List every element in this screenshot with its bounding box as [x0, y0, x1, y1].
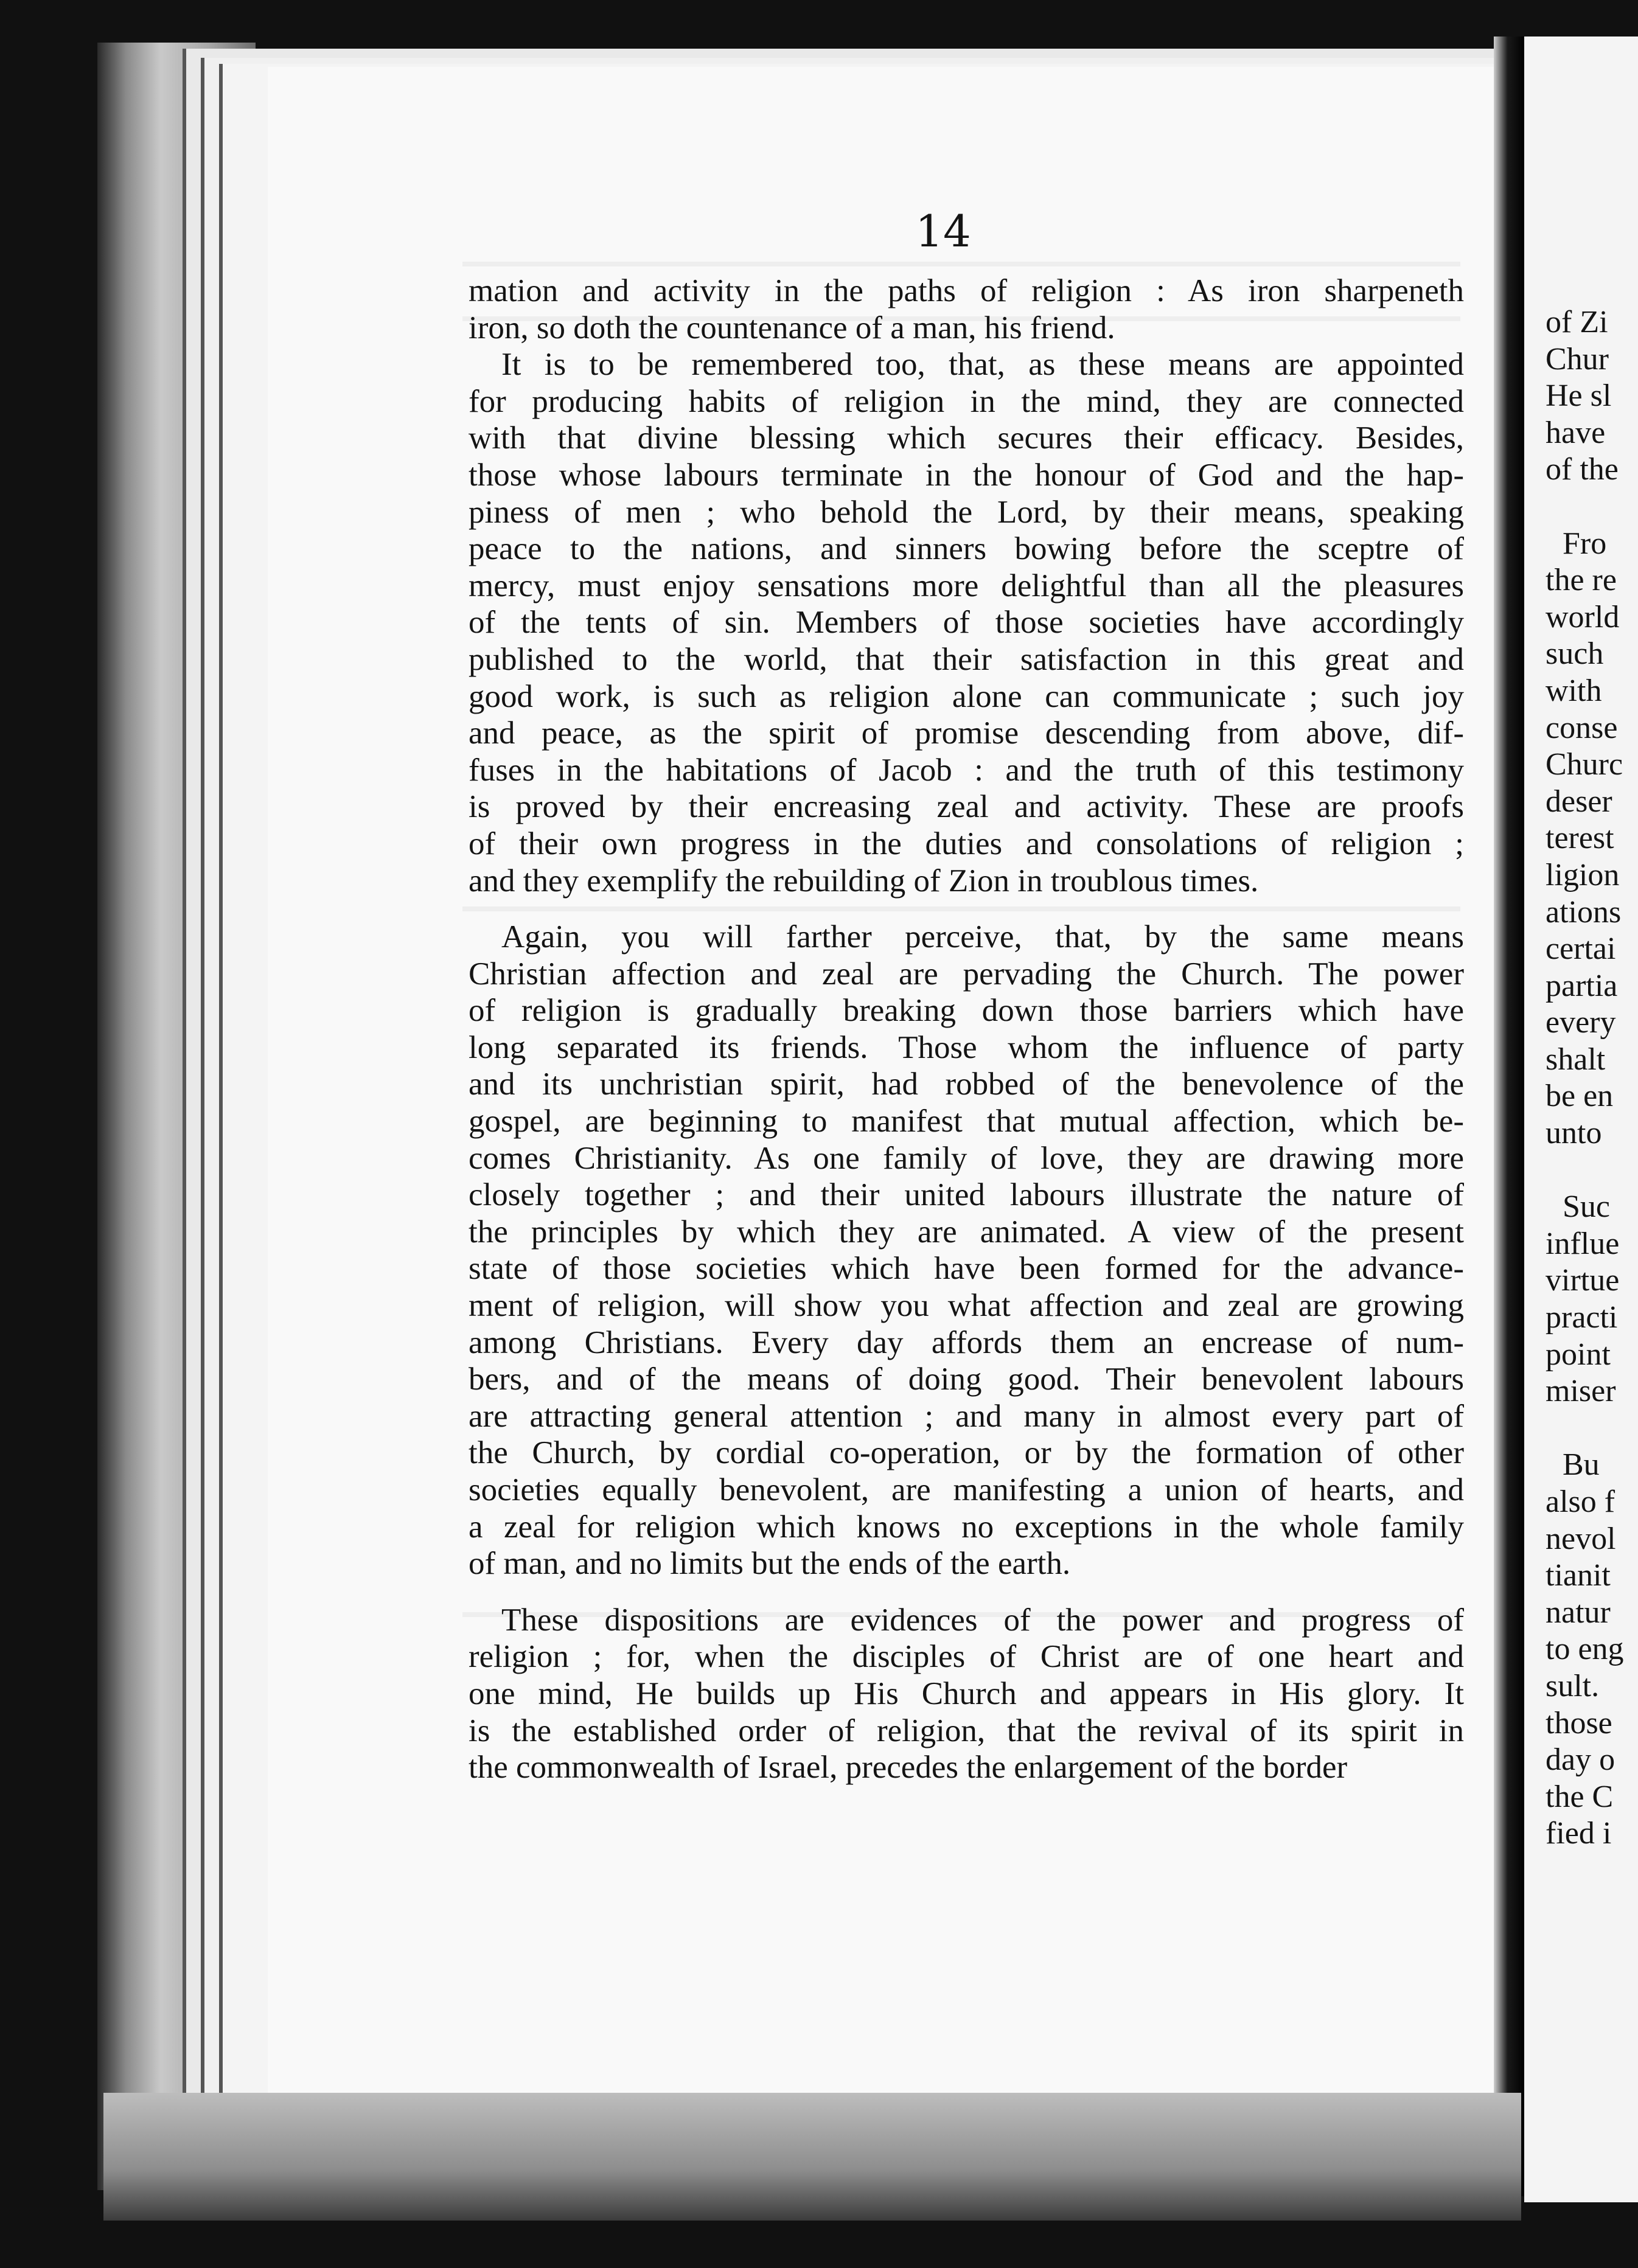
facing-text-fragment: every: [1546, 1005, 1616, 1040]
text-line: societies equally benevolent, are manifesting a union of hearts, and: [469, 1472, 1464, 1508]
text-line: those whose labours terminate in the honour of God and the hap-: [469, 457, 1464, 493]
facing-text-fragment: tianit: [1546, 1558, 1611, 1593]
facing-text-fragment: with: [1546, 673, 1602, 708]
paragraph: [469, 273, 1464, 346]
paragraph: [469, 919, 1464, 1582]
text-line: the commonwealth of Israel, precedes the enlargement of the border: [469, 1750, 1348, 1786]
facing-text-fragment: unto: [1546, 1116, 1602, 1151]
facing-text-fragment: Bu: [1563, 1447, 1600, 1483]
text-line: good work, is such as religion alone can communicate ; such joy: [469, 678, 1464, 714]
facing-paragraph-gap: [1546, 1152, 1638, 1189]
facing-text-fragment: shalt: [1546, 1042, 1606, 1077]
paragraph-gap: [469, 899, 1464, 919]
facing-text-fragment: those: [1546, 1705, 1612, 1741]
text-line: is proved by their encreasing zeal and activity. These are proofs: [469, 789, 1464, 825]
page-bottom-edge: [103, 2093, 1521, 2221]
facing-text-fragment: the re: [1546, 563, 1617, 598]
text-line: and they exemplify the rebuilding of Zion in troublous times.: [469, 863, 1259, 899]
text-line: the Church, by cordial co-operation, or by the formation of other: [469, 1435, 1464, 1471]
facing-text-fragment: such: [1546, 636, 1604, 672]
facing-text-fragment: Suc: [1563, 1189, 1610, 1225]
text-line: among Christians. Every day affords them an encrease of num-: [469, 1324, 1464, 1360]
page-number: 14: [915, 206, 971, 257]
facing-page-text: [1546, 304, 1638, 1852]
text-line: of man, and no limits but the ends of the earth.: [469, 1546, 1071, 1582]
facing-text-fragment: world: [1546, 599, 1620, 635]
text-line: mation and activity in the paths of religion : As iron sharpeneth: [469, 273, 1464, 308]
text-line: with that divine blessing which secures their efficacy. Besides,: [469, 420, 1464, 456]
facing-text-fragment: practi: [1546, 1300, 1618, 1335]
body-text: [469, 273, 1464, 1786]
text-line: gospel, are beginning to manifest that mutual affection, which be-: [469, 1104, 1464, 1139]
text-line: the principles by which they are animated. A view of the present: [469, 1214, 1464, 1250]
facing-text-fragment: ations: [1546, 894, 1622, 930]
text-line: It is to be remembered too, that, as these means are appointed: [501, 347, 1464, 383]
facing-text-fragment: have: [1546, 415, 1606, 450]
bleed-through-line: [462, 262, 1460, 266]
facing-text-fragment: also f: [1546, 1484, 1615, 1519]
text-line: and peace, as the spirit of promise descending from above, dif-: [469, 715, 1464, 751]
text-line: comes Christianity. As one family of love, they are drawing more: [469, 1140, 1464, 1176]
text-line: religion ; for, when the disciples of Christ are of one heart and: [469, 1639, 1464, 1675]
facing-text-fragment: deser: [1546, 784, 1612, 819]
facing-text-fragment: conse: [1546, 710, 1618, 745]
facing-text-fragment: certai: [1546, 931, 1616, 967]
text-line: of their own progress in the duties and consolations of religion ;: [469, 826, 1464, 861]
text-line: of religion is gradually breaking down those barriers which have: [469, 993, 1464, 1029]
facing-text-fragment: be en: [1546, 1079, 1614, 1114]
text-line: and its unchristian spirit, had robbed of the benevolence of the: [469, 1066, 1464, 1102]
text-line: state of those societies which have been formed for the advance-: [469, 1251, 1464, 1287]
text-line: ment of religion, will show you what affection and zeal are growing: [469, 1288, 1464, 1324]
text-line: fuses in the habitations of Jacob : and the truth of this testimony: [469, 752, 1464, 788]
facing-text-fragment: to eng: [1546, 1632, 1624, 1667]
text-line: closely together ; and their united labours illustrate the nature of: [469, 1177, 1464, 1213]
facing-text-fragment: virtue: [1546, 1263, 1620, 1298]
text-line: a zeal for religion which knows no exceptions in the whole family: [469, 1509, 1464, 1545]
text-line: Again, you will farther perceive, that, by the same means: [501, 919, 1464, 955]
facing-paragraph-gap: [1546, 1410, 1638, 1447]
text-line: long separated its friends. Those whom the influence of party: [469, 1029, 1464, 1065]
paragraph: [469, 346, 1464, 899]
text-line: for producing habits of religion in the mind, they are connected: [469, 383, 1464, 419]
facing-text-fragment: Fro: [1563, 526, 1607, 561]
text-line: of the tents of sin. Members of those societies have accordingly: [469, 605, 1464, 641]
facing-text-fragment: terest: [1546, 821, 1614, 856]
facing-paragraph-gap: [1546, 489, 1638, 526]
facing-text-fragment: partia: [1546, 968, 1618, 1003]
facing-text-fragment: nevol: [1546, 1521, 1616, 1556]
text-line: published to the world, that their satisfaction in this great and: [469, 641, 1464, 677]
paragraph-gap: [469, 1582, 1464, 1602]
text-line: one mind, He builds up His Church and appears in His glory. It: [469, 1675, 1464, 1711]
book-gutter: [1494, 37, 1524, 2196]
paragraph: [469, 1602, 1464, 1786]
facing-text-fragment: Churc: [1546, 747, 1623, 782]
text-line: Christian affection and zeal are pervading the Church. The power: [469, 956, 1464, 992]
facing-text-fragment: natur: [1546, 1595, 1611, 1630]
text-line: mercy, must enjoy sensations more delightful than all the pleasures: [469, 568, 1464, 604]
text-line: piness of men ; who behold the Lord, by their means, speaking: [469, 494, 1464, 530]
facing-text-fragment: day o: [1546, 1742, 1615, 1778]
text-line: These dispositions are evidences of the power and progress of: [501, 1602, 1464, 1638]
facing-text-fragment: influe: [1546, 1226, 1620, 1261]
facing-text-fragment: miser: [1546, 1374, 1616, 1409]
text-line: peace to the nations, and sinners bowing before the sceptre of: [469, 531, 1464, 567]
text-line: iron, so doth the countenance of a man, his friend.: [469, 310, 1115, 346]
text-line: are attracting general attention ; and many in almost every part of: [469, 1398, 1464, 1434]
facing-text-fragment: sult.: [1546, 1668, 1600, 1703]
text-line: is the established order of religion, that the revival of its spirit in: [469, 1713, 1464, 1748]
facing-text-fragment: of the: [1546, 452, 1619, 487]
text-line: bers, and of the means of doing good. Their benevolent labours: [469, 1362, 1464, 1397]
facing-text-fragment: He sl: [1546, 378, 1612, 414]
facing-text-fragment: Chur: [1546, 341, 1609, 377]
facing-text-fragment: point: [1546, 1337, 1611, 1372]
facing-text-fragment: the C: [1546, 1779, 1614, 1814]
facing-text-fragment: of Zi: [1546, 305, 1608, 339]
facing-text-fragment: fied i: [1546, 1816, 1612, 1851]
facing-text-fragment: ligion: [1546, 857, 1620, 892]
